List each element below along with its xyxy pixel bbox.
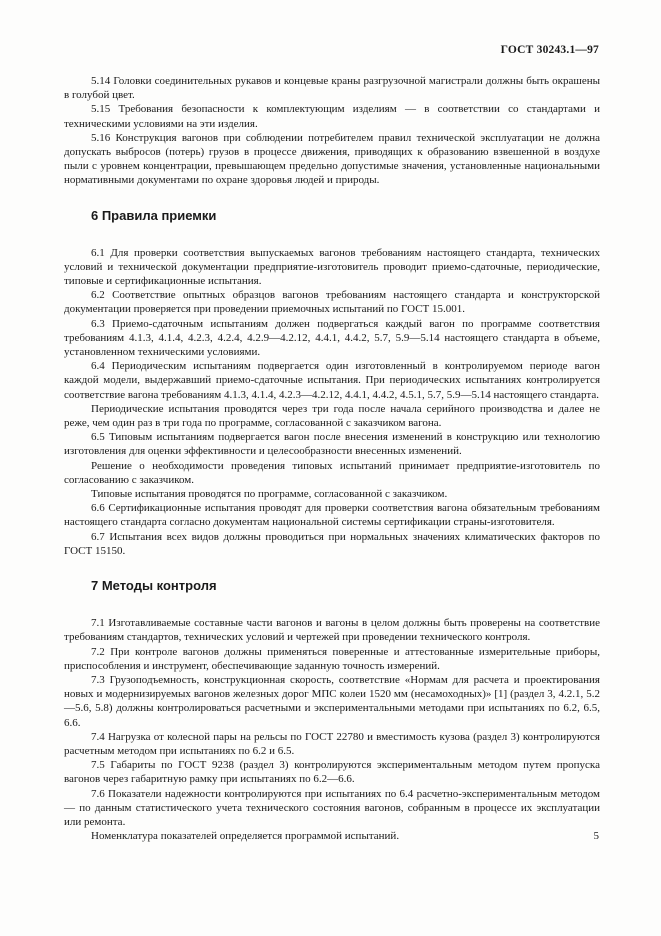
paragraph-6-5-program: Типовые испытания проводятся по программе, согласованной с заказчиком. xyxy=(91,488,448,501)
paragraph-7-3: 7.3 Грузоподъемность, конструкционная скорость, соответствие «Нормам для расчета и проектирования новых и модернизируемых вагонов железных дорог МПС колеи 1520 мм (несамоходных)» [1] (раздел 3, 4.2.1, 5.2—5.6, 5.8) должны контролироваться расчетными и экспериментальными методами при испытаниях по 6.2, 6.5, 6.6. xyxy=(64,673,600,729)
section-6-heading: 6 Правила приемки xyxy=(91,207,217,223)
paragraph-6-7: 6.7 Испытания всех видов должны проводиться при нормальных значениях климатических факторов по ГОСТ 15150. xyxy=(64,530,600,557)
paragraph-5-16: 5.16 Конструкция вагонов при соблюдении потребителем правил технической эксплуатации не должна допускать выбросов (потерь) грузов в процессе движения, приводящих к образованию взвешенной в воздухе пыли с уровнем концентрации, превышающем предельно допустимые значения, установленные национальными нормативными документами по охране здоровья людей и природы. xyxy=(64,131,600,187)
paragraph-5-14: 5.14 Головки соединительных рукавов и концевые краны разгрузочной магистрали должны быть окрашены в голубой цвет. xyxy=(64,75,600,102)
paragraph-6-6: 6.6 Сертификационные испытания проводят для проверки соответствия вагона обязательным требованиям настоящего стандарта согласно документам национальной системы сертификации страны-изготовителя. xyxy=(64,502,600,529)
paragraph-6-3: 6.3 Приемо-сдаточным испытаниям должен подвергаться каждый вагон по программе соответствия требованиям 4.1.3, 4.1.4, 4.2.3, 4.2.4, 4.2.9—4.2.12, 4.4.1, 4.4.2, 5.7, 5.9—5.14 настоящего стандарта в объеме, установленном техническими условиями. xyxy=(64,317,600,359)
paragraph-7-1: 7.1 Изготавливаемые составные части вагонов и вагоны в целом должны быть проверены на соответствие требованиям стандартов, технических условий и чертежей при проведении технического контроля. xyxy=(64,617,600,644)
paragraph-7-4: 7.4 Нагрузка от колесной пары на рельсы по ГОСТ 22780 и вместимость кузова (раздел 3) контролируются расчетным методом при испытаниях по 6.2 и 6.5. xyxy=(64,730,600,757)
paragraph-5-15: 5.15 Требования безопасности к комплектующим изделиям — в соответствии со стандартами и техническими условиями на эти изделия. xyxy=(64,103,600,130)
paragraph-7-5: 7.5 Габариты по ГОСТ 9238 (раздел 3) контролируются экспериментальным методом путем пропуска вагонов через габаритную рамку при испытаниях по 6.2—6.6. xyxy=(64,759,600,786)
document-code-header: ГОСТ 30243.1—97 xyxy=(500,44,599,56)
page-number: 5 xyxy=(593,830,599,842)
paragraph-7-6-nomenclature: Номенклатура показателей определяется программой испытаний. xyxy=(91,830,400,843)
section-7-heading: 7 Методы контроля xyxy=(91,578,217,594)
document-body xyxy=(64,74,600,843)
paragraph-6-4-periodic: Периодические испытания проводятся через три года после начала серийного производства и далее не реже, чем один раз в три года по программе, согласованной с заказчиком вагона. xyxy=(64,402,600,430)
paragraph-6-2: 6.2 Соответствие опытных образцов вагонов требованиям настоящего стандарта и конструкторской документации проверяется при проведении приемочных испытаний по ГОСТ 15.001. xyxy=(64,289,600,316)
paragraph-6-4: 6.4 Периодическим испытаниям подвергается один изготовленный в контролируемом периоде вагон каждой модели, выдержавший приемо-сдаточные испытания. При периодических испытаниях контролируется соответствие вагона требованиям 4.1.3, 4.1.4, 4.2.3—4.2.12, 4.4.1, 4.4.2, 4.5.1, 5.7, 5.9—5.14 настоящего стандарта. xyxy=(64,360,600,401)
paragraph-7-2: 7.2 При контроле вагонов должны применяться поверенные и аттестованные измерительные приборы, приспособления и инструмент, обеспечивающие заданную точность измерений. xyxy=(64,645,600,672)
paragraph-6-5-decision: Решение о необходимости проведения типовых испытаний принимает предприятие-изготовитель по согласованию с заказчиком. xyxy=(64,459,600,486)
paragraph-7-6: 7.6 Показатели надежности контролируются при испытаниях по 6.4 расчетно-экспериментальным методом — по данным статистического учета технического состояния вагонов, собранным в процессе их эксплуатации или ремонта. xyxy=(64,787,600,828)
paragraph-6-1: 6.1 Для проверки соответствия выпускаемых вагонов требованиям настоящего стандарта, технических условий и технической документации предприятие-изготовитель проводит приемо-сдаточные, периодические, типовые и сертификационные испытания. xyxy=(64,246,600,288)
paragraph-6-5: 6.5 Типовым испытаниям подвергается вагон после внесения изменений в конструкцию или технологию изготовления для оценки эффективности и целесообразности внесенных изменений. xyxy=(64,431,600,458)
